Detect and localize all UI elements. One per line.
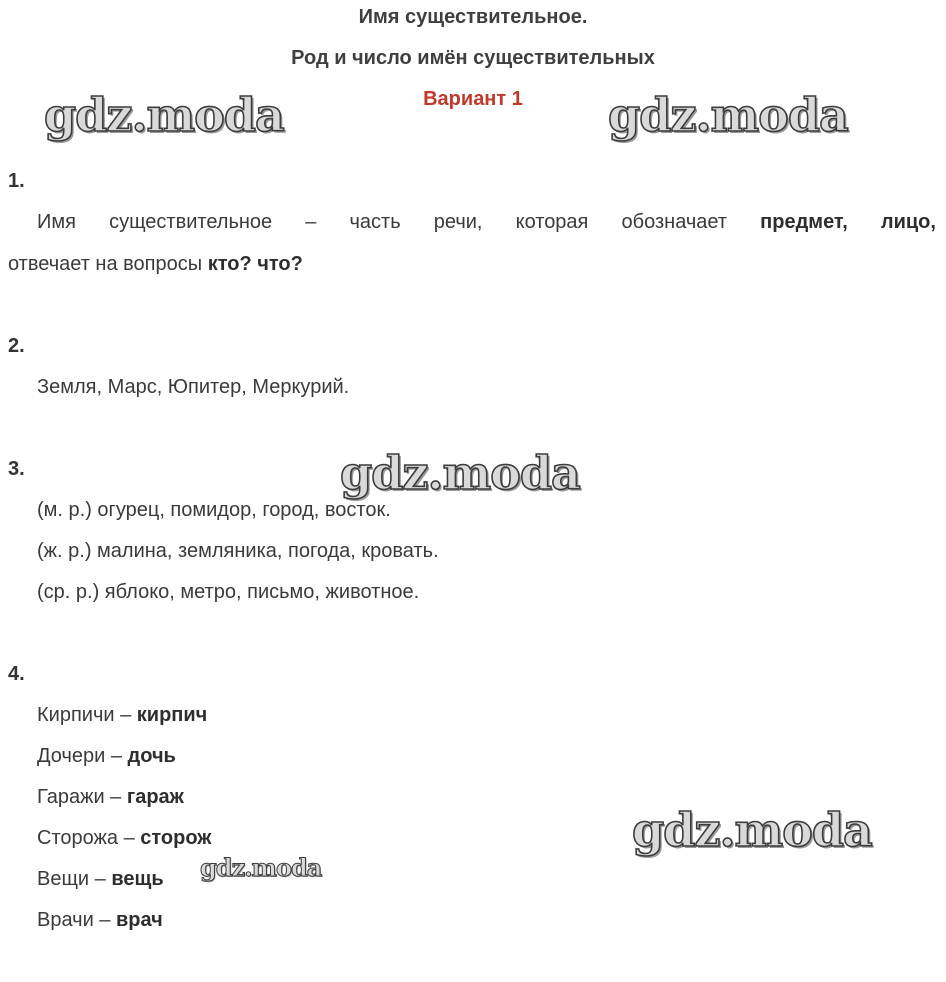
word-pair — [37, 745, 176, 768]
plural-form: Вещи – — [37, 868, 112, 890]
page-subtitle: Род и число имён существительных — [291, 47, 655, 69]
watermark-logo: gdz.moda — [44, 88, 284, 142]
gender-line: (ср. р.) яблоко, метро, письмо, животное. — [37, 581, 420, 603]
definition-word: часть — [349, 211, 401, 233]
definition-word: речи, — [433, 211, 483, 233]
watermark-logo: gdz.moda — [340, 446, 580, 500]
definition-word: Имя — [37, 211, 76, 233]
plural-form: Гаражи – — [37, 786, 127, 808]
definition-line — [37, 211, 936, 234]
singular-form: врач — [115, 909, 163, 931]
definition-word: – — [305, 211, 317, 233]
task-number: 2. — [8, 335, 25, 357]
gender-line: (м. р.) огурец, помидор, город, восток. — [37, 499, 391, 521]
singular-form: сторож — [140, 827, 212, 849]
plural-form: Дочери – — [37, 745, 128, 767]
singular-form: дочь — [127, 745, 176, 767]
word-pair — [37, 786, 184, 809]
definition-line — [8, 253, 303, 276]
definition-word: существительное — [109, 211, 273, 233]
watermark-logo: gdz.moda — [632, 803, 872, 857]
task-number: 3. — [8, 458, 25, 480]
definition-word: которая — [515, 211, 589, 233]
watermark-logo: gdz.moda — [200, 853, 322, 882]
task-number: 1. — [8, 170, 25, 192]
definition-word: обозначает — [621, 211, 728, 233]
singular-form: вещь — [111, 868, 164, 890]
definition-questions: кто? что? — [207, 253, 303, 275]
definition-term: предмет, — [760, 211, 848, 233]
word-pair — [37, 909, 163, 932]
gender-line: (ж. р.) малина, земляника, погода, кровать. — [37, 540, 439, 562]
watermark-logo: gdz.moda — [608, 88, 848, 142]
plural-form: Врачи – — [37, 909, 116, 931]
task-number: 4. — [8, 663, 25, 685]
answer-text: Земля, Марс, Юпитер, Меркурий. — [37, 376, 350, 398]
variant-label: Вариант 1 — [423, 88, 523, 110]
plural-form: Кирпичи – — [37, 704, 137, 726]
word-pair — [37, 827, 212, 850]
definition-text: отвечает на вопросы — [8, 253, 208, 275]
page-title: Имя существительное. — [358, 6, 588, 28]
plural-form: Сторожа – — [37, 827, 141, 849]
singular-form: кирпич — [136, 704, 208, 726]
word-pair — [37, 704, 207, 727]
definition-term: лицо, — [880, 211, 936, 233]
singular-form: гараж — [126, 786, 184, 808]
word-pair — [37, 868, 164, 891]
